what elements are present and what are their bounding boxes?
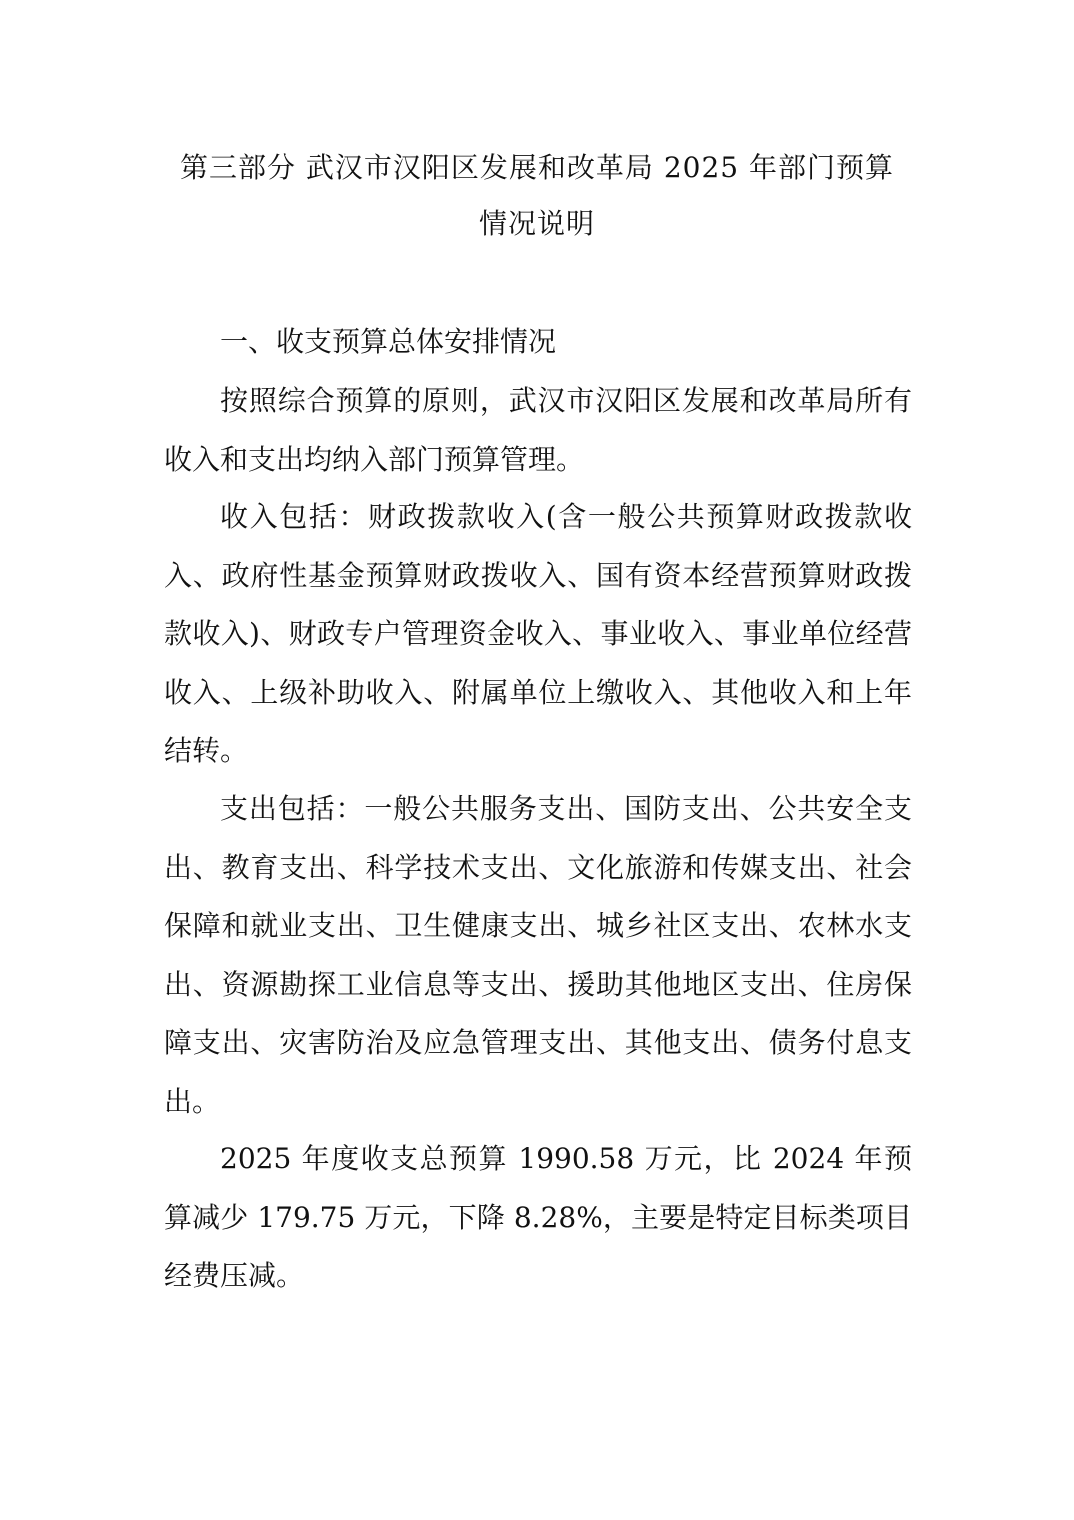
paragraph-income-items: 收入包括：财政拨款收入(含一般公共预算财政拨款收入、政府性基金预算财政拨收入、国有资本经营预算财政拨款收入)、财政专户管理资金收入、事业收入、事业单位经营收入、上级补助收入、附属单位上缴收入、其他收入和上年结转。 [164,500,912,767]
document-title-line-1: 第三部分 武汉市汉阳区发展和改革局 2025 年部门预算 [180,151,894,184]
paragraph-budget-principle: 按照综合预算的原则，武汉市汉阳区发展和改革局所有收入和支出均纳入部门预算管理。 [164,384,912,476]
paragraph-expenditure-items: 支出包括：一般公共服务支出、国防支出、公共安全支出、教育支出、科学技术支出、文化旅游和传媒支出、社会保障和就业支出、卫生健康支出、城乡社区支出、农林水支出、资源勘探工业信息等支出、援助其他地区支出、住房保障支出、灾害防治及应急管理支出、其他支出、债务付息支出。 [164,792,912,1118]
document-title-line-2: 情况说明 [478,207,595,240]
section-heading: 一、收支预算总体安排情况 [220,325,557,358]
paragraph-budget-total: 2025 年度收支总预算 1990.58 万元，比 2024 年预算减少 179.75 万元，下降 8.28%，主要是特定目标类项目经费压减。 [164,1142,912,1292]
